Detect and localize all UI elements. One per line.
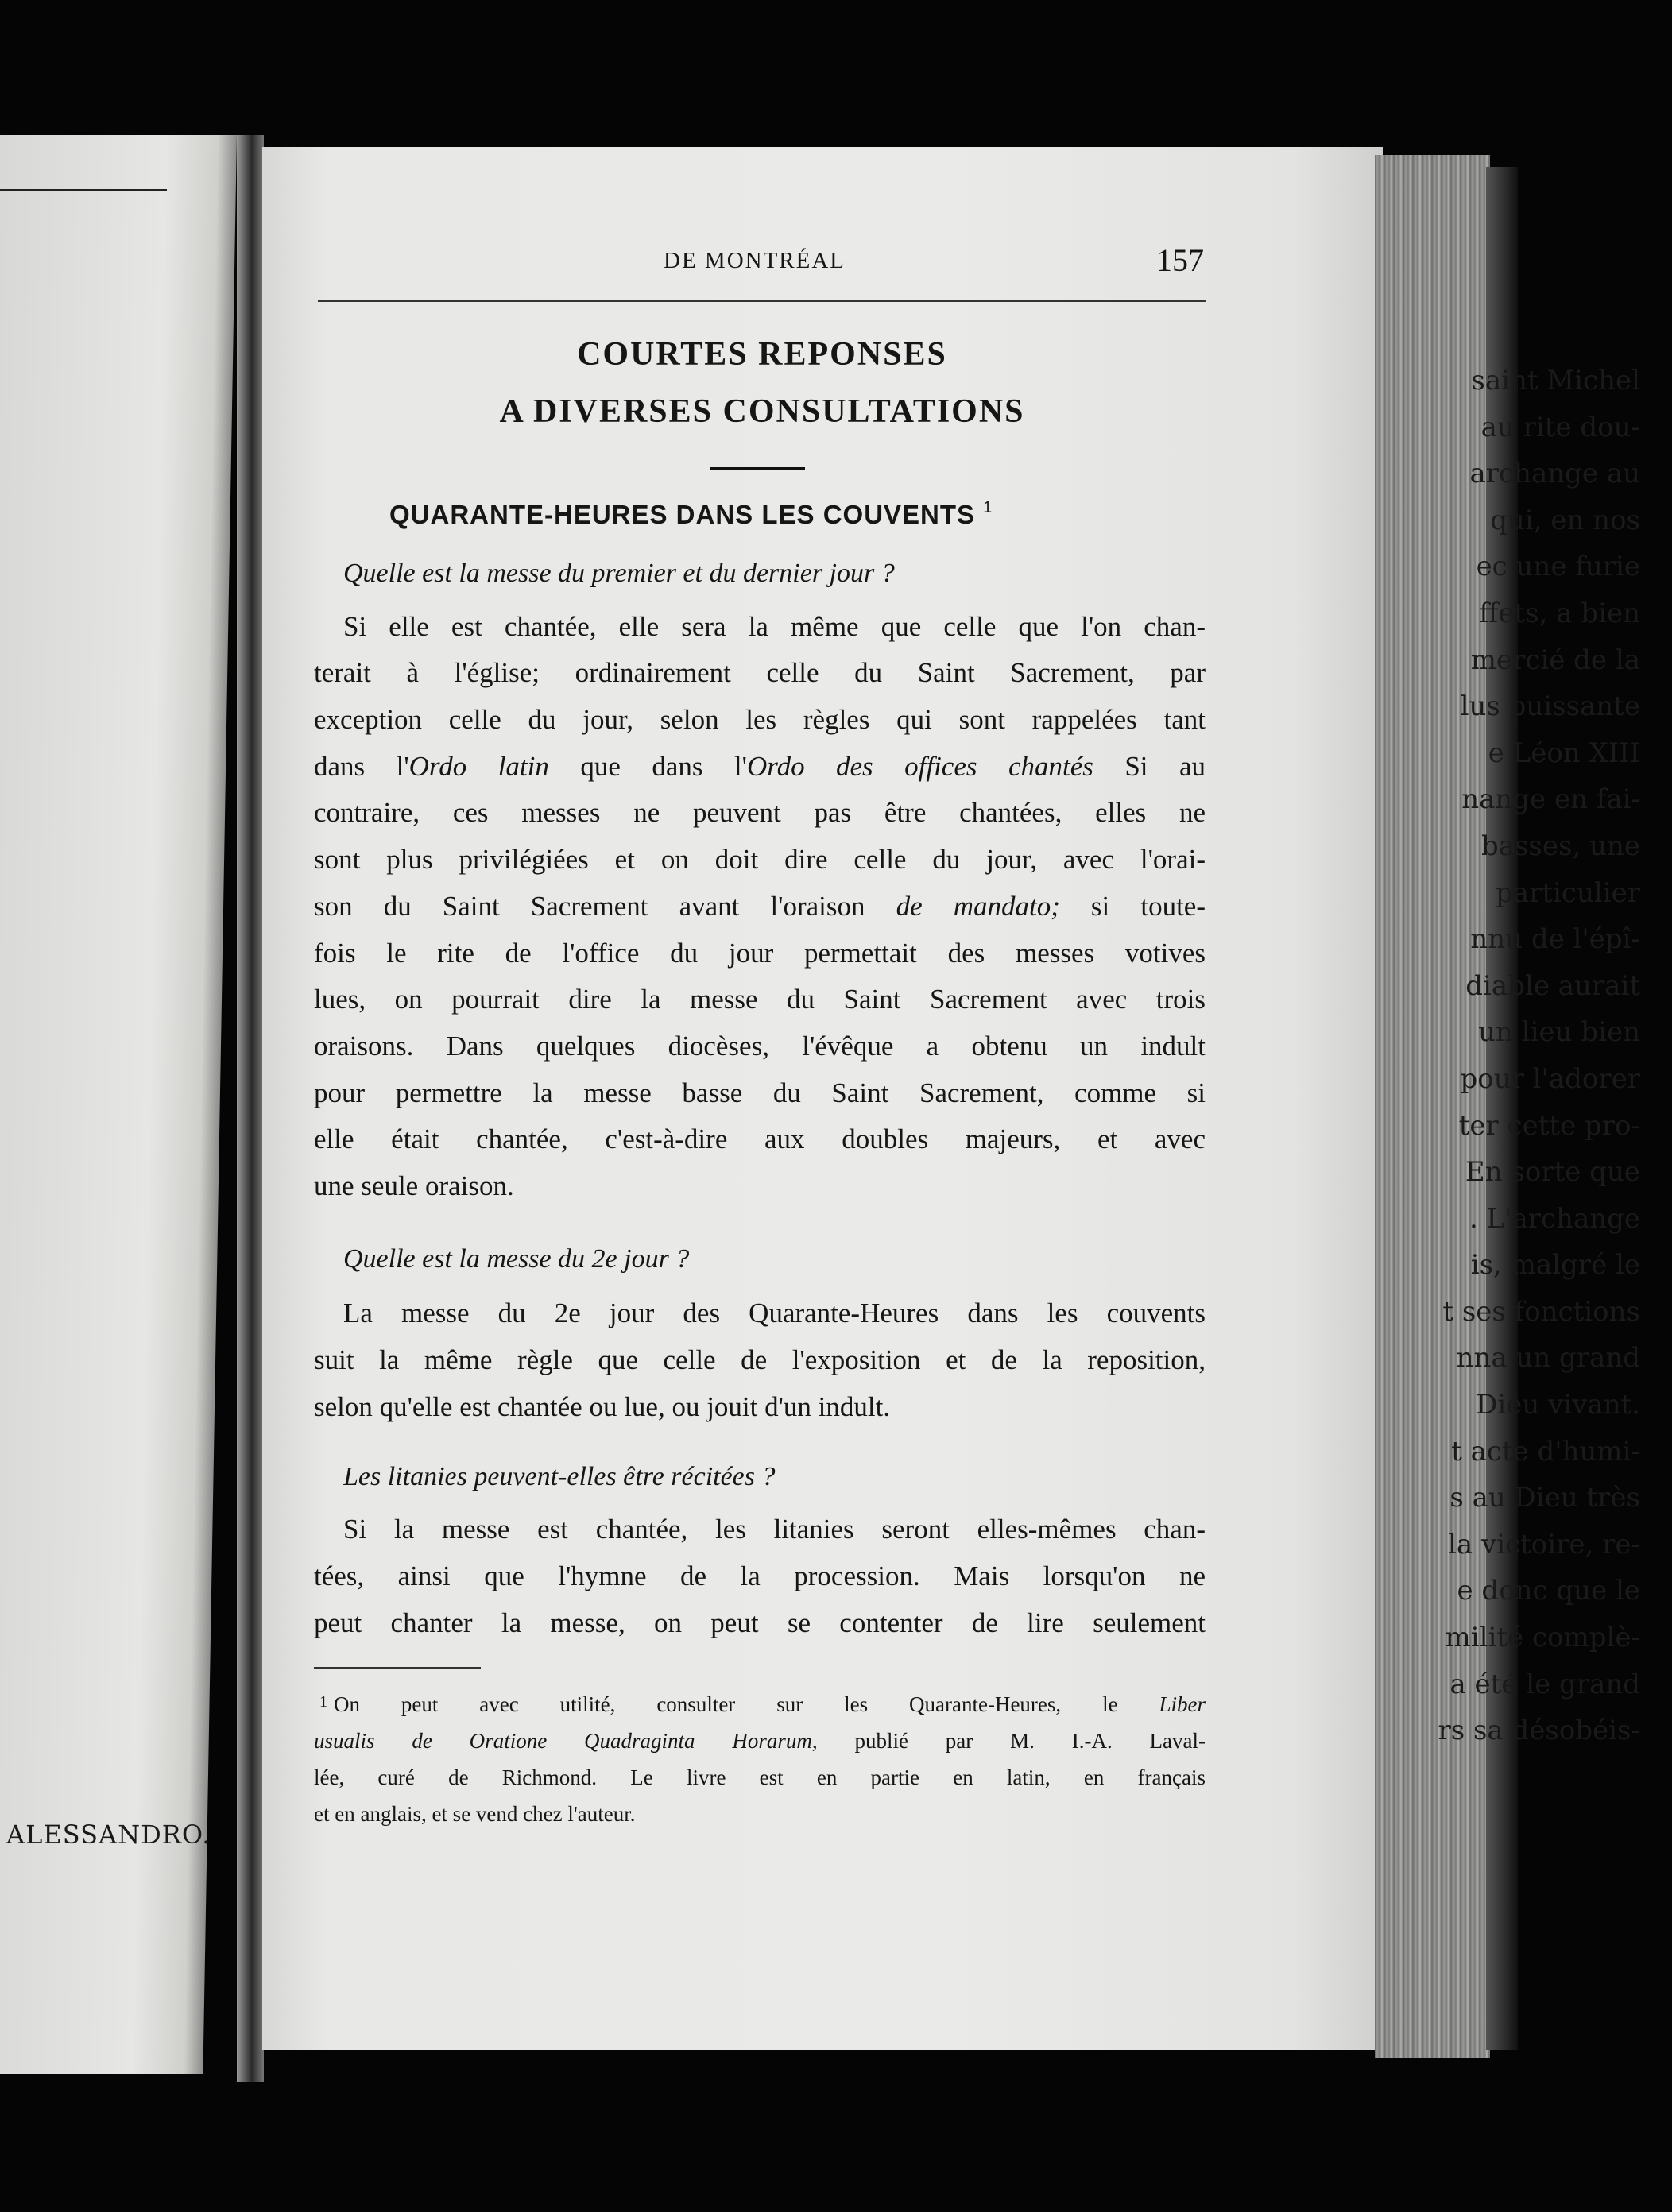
footnote-rule	[314, 1667, 481, 1669]
answer-1-line: une seule oraison.	[314, 1170, 514, 1201]
left-line: nnu de l'épî-	[1470, 923, 1640, 956]
left-line: la victoire, re-	[1448, 1528, 1640, 1560]
left-line: particulier	[1496, 876, 1640, 909]
answer-3-line: tées, ainsi que l'hymne de la procession. Mais lorsqu'on ne	[314, 1560, 1206, 1591]
left-line: milité complè-	[1445, 1622, 1640, 1654]
italic-run: Ordo des offices chantés	[746, 751, 1093, 782]
answer-3-line: Si la messe est chantée, les litanies seront elles-mêmes chan-	[343, 1514, 1206, 1545]
left-line: qui, en nos	[1490, 504, 1640, 536]
answer-3-line: peut chanter la messe, on peut se contenter de lire seulement	[314, 1607, 1206, 1638]
page-title-line-2: A DIVERSES CONSULTATIONS	[499, 393, 1025, 430]
answer-1-line	[314, 891, 1206, 922]
answer-1-line: elle était chantée, c'est-à-dire aux doubles majeurs, et avec	[314, 1123, 1206, 1154]
left-line: au rite dou-	[1480, 411, 1640, 443]
left-line: e Léon XIII	[1488, 737, 1640, 769]
left-line: t ses fonctions	[1442, 1295, 1640, 1328]
answer-1-line: oraisons. Dans quelques diocèses, l'évêque a obtenu un indult	[314, 1031, 1206, 1062]
text-run: publié par M. I.-A. Laval-	[817, 1729, 1206, 1753]
answer-1-line: contraire, ces messes ne peuvent pas être chantées, elles ne	[314, 797, 1206, 828]
answer-1-line: pour permettre la messe basse du Saint Sacrement, comme si	[314, 1077, 1206, 1108]
left-line: pour l'adorer	[1460, 1062, 1640, 1095]
left-line: ffets, a bien	[1479, 597, 1640, 629]
italic-run: Liber	[1159, 1692, 1206, 1716]
footnote-line: lée, curé de Richmond. Le livre est en partie en latin, en français	[314, 1765, 1206, 1789]
question-3: Les litanies peuvent-elles être récitées ?	[343, 1462, 776, 1491]
answer-1-line	[314, 751, 1206, 783]
left-line: saint Michel	[1471, 365, 1640, 396]
italic-run: Ordo latin	[408, 751, 549, 782]
left-line: a été le grand	[1449, 1668, 1640, 1700]
left-page-text	[1426, 358, 1640, 1754]
left-line: nna un grand	[1456, 1342, 1640, 1375]
running-head: DE MONTRÉAL	[664, 248, 846, 273]
text-run: dans l'	[314, 751, 409, 782]
left-signature: ALESSANDRO.	[6, 1819, 211, 1850]
page-number: 157	[1156, 242, 1204, 278]
answer-1-line: sont plus privilégiées et on doit dire celle du jour, avec l'orai-	[314, 844, 1206, 875]
footnote-line	[319, 1692, 1206, 1717]
answer-1-line: lues, on pourrait dire la messe du Saint Sacrement avec trois	[314, 984, 1206, 1015]
text-run: Si au	[1093, 751, 1206, 782]
footnote-line: et en anglais, et se vend chez l'auteur.	[314, 1802, 636, 1826]
footnote-line	[314, 1729, 1206, 1754]
left-line: ec une furie	[1476, 551, 1640, 583]
answer-2-line: La messe du 2e jour des Quarante-Heures dans les couvents	[343, 1297, 1206, 1328]
left-line: is, malgré le	[1470, 1249, 1640, 1282]
left-line: nange en fai-	[1461, 783, 1640, 816]
answer-2-line: selon qu'elle est chantée ou lue, ou jouit d'un indult.	[314, 1391, 891, 1422]
italic-run: usualis de Oratione Quadraginta Horarum,	[314, 1729, 818, 1753]
left-line: En sorte que	[1465, 1156, 1640, 1189]
italic-run: de mandato;	[896, 891, 1060, 922]
answer-1-line: exception celle du jour, selon les règles qui sont rappelées tant	[314, 704, 1206, 735]
left-line: diable aurait	[1465, 969, 1640, 1002]
answer-1-line: terait à l'église; ordinairement celle du Saint Sacrement, par	[314, 657, 1206, 688]
text-run: son du Saint Sacrement avant l'oraison	[314, 891, 896, 922]
section-heading	[389, 499, 993, 530]
title-rule	[710, 467, 805, 470]
answer-1-line: Si elle est chantée, elle sera la même que celle que l'on chan-	[343, 611, 1206, 642]
left-line: rs sa désobéis-	[1438, 1715, 1640, 1747]
text-run: On peut avec utilité, consulter sur les Quarante-Heures, le	[334, 1692, 1159, 1716]
question-1: Quelle est la messe du premier et du dernier jour ?	[343, 559, 895, 588]
left-line: e donc que le	[1457, 1575, 1640, 1607]
answer-2-line: suit la même règle que celle de l'exposition et de la reposition,	[314, 1344, 1206, 1375]
text-run: que dans l'	[548, 751, 747, 782]
left-line: s au Dieu très	[1449, 1482, 1640, 1514]
page-title-line-1: COURTES REPONSES	[577, 336, 947, 373]
left-line: basses, une	[1480, 830, 1640, 862]
header-rule	[318, 300, 1206, 302]
left-line: . L'archange	[1469, 1202, 1640, 1235]
left-line: t acte d'humi-	[1451, 1435, 1640, 1468]
left-line: lus puissante	[1460, 690, 1640, 723]
footnote-reference: 1	[983, 499, 993, 516]
left-line: archange au	[1469, 458, 1640, 490]
question-2: Quelle est la messe du 2e jour ?	[343, 1244, 690, 1274]
footnote-mark: 1	[319, 1693, 327, 1711]
left-line: Dieu vivant.	[1476, 1389, 1640, 1421]
left-line: mercié de la	[1470, 644, 1640, 676]
left-line: un lieu bien	[1478, 1016, 1640, 1049]
answer-1-line: fois le rite de l'office du jour permettait des messes votives	[314, 938, 1206, 969]
left-page-rule	[0, 189, 167, 191]
section-heading-text: QUARANTE-HEURES DANS LES COUVENTS	[389, 500, 976, 529]
left-line: ter cette pro-	[1458, 1109, 1640, 1142]
text-run: si toute-	[1059, 891, 1206, 922]
